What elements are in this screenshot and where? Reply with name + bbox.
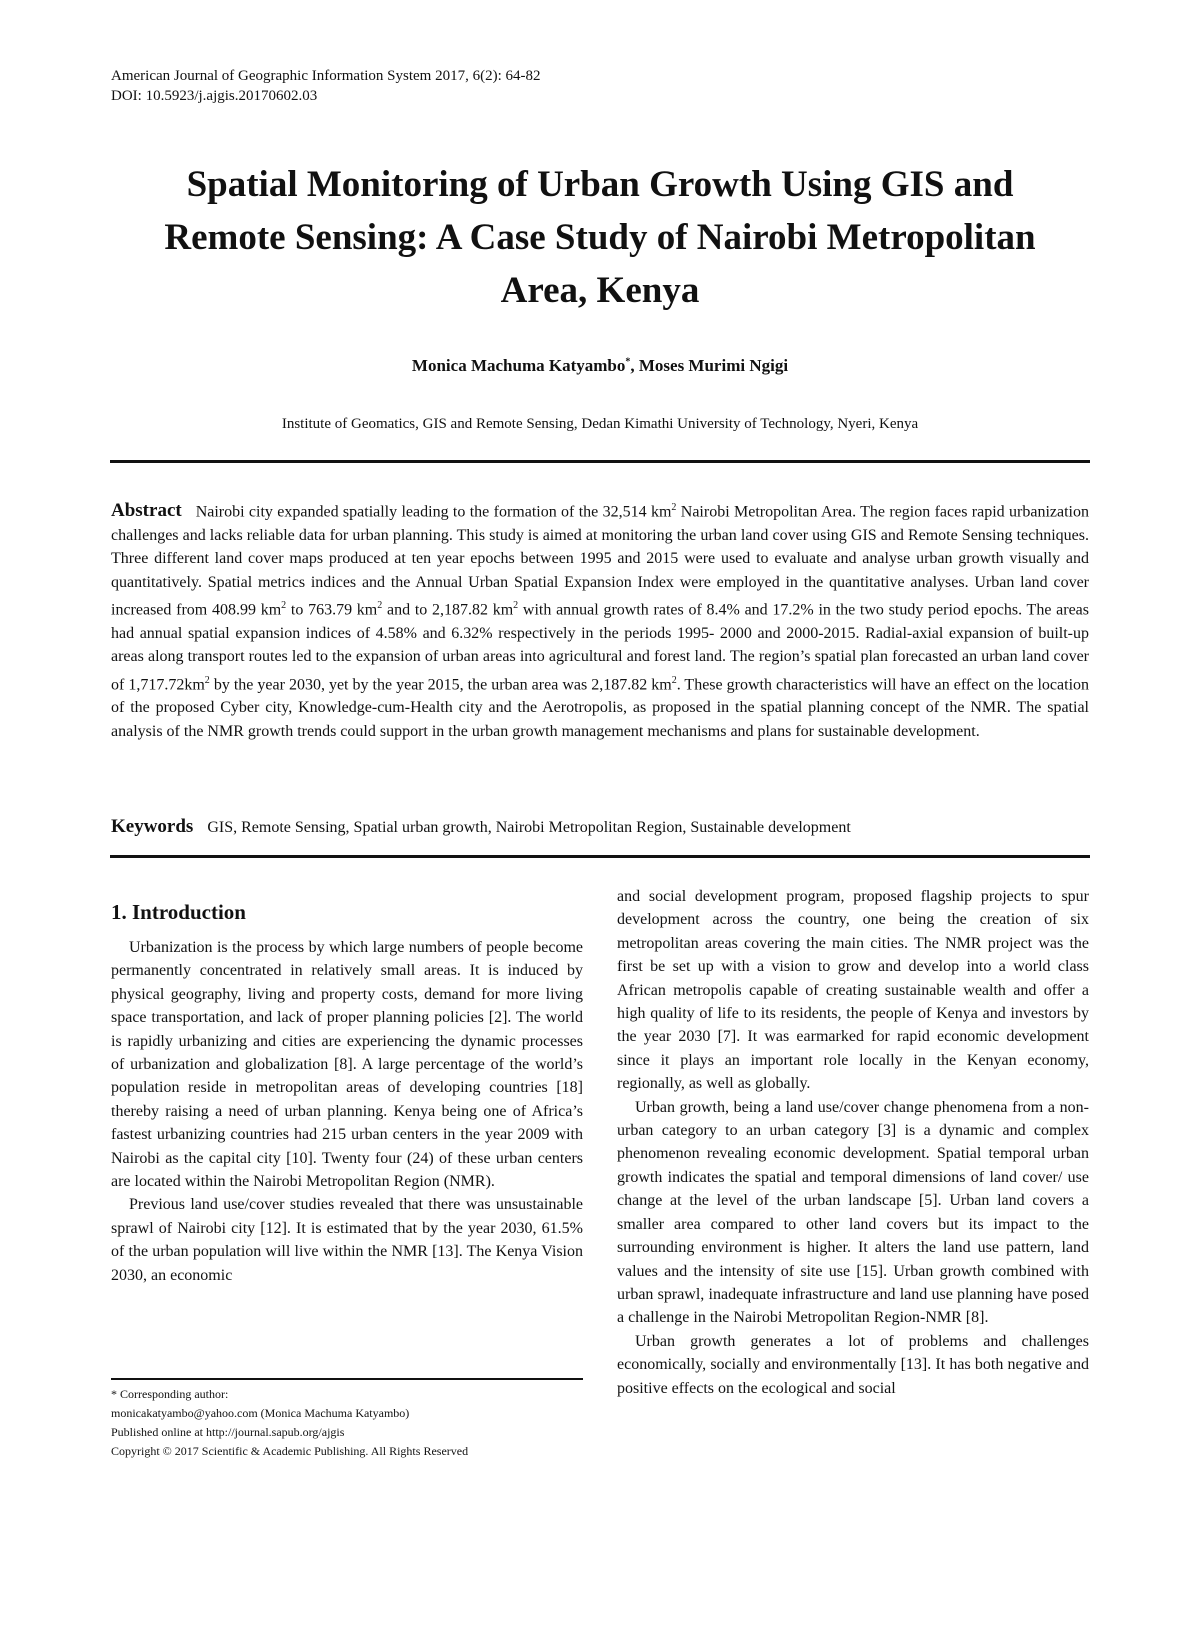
author-separator: , <box>630 356 639 375</box>
abstract-text-7: . These growth characteristics will have an effect on the location of the proposed Cyber city, Knowledge-cum-Health city and the Aerotropolis, as proposed in the spatial planning concept of the NMR. The spatial analysis of the NMR growth trends could support in the urban growth management mechanisms and plans for sustainable development. <box>111 675 1090 740</box>
paragraph: Urban growth generates a lot of problems and challenges economically, socially and environmentally [13]. It has both negative and positive effects on the ecological and social <box>617 1332 1089 1397</box>
paragraph: Urban growth, being a land use/cover change phenomena from a non-urban category to an urban category [3] is a dynamic and complex phenomenon revealing economic development. Spatial temporal urban growth indicates the spatial and temporal dimensions of land cover/ use change at the level of the urban landscape [5]. Urban land covers a smaller area compared to other land covers but its impact to the surrounding environment is higher. It alters the land use pattern, land values and the intensity of site use [15]. Urban growth combined with urban sprawl, inadequate infrastructure and land use planning have posed a challenge in the Nairobi Metropolitan Region-NMR [8]. <box>617 1098 1089 1327</box>
abstract-label: Abstract <box>111 500 182 522</box>
copyright: Copyright © 2017 Scientific & Academic Publishing. All Rights Reserved <box>111 1444 469 1458</box>
paragraph: and social development program, proposed flagship projects to spur development across the country, one being the creation of six metropolitan areas covering the main cities. The NMR project was the first be set up with a vision to grow and develop into a world class African metropolis capable of creating sustainable wealth and offer a high quality of life to its residents, the people of Kenya and investors by the year 2030 [7]. It was earmarked for rapid economic development since it plays an important role locally in the Kenyan economy, regionally, as well as globally. <box>617 888 1089 1093</box>
footnote-line: * Corresponding author: <box>111 1387 229 1401</box>
doi: DOI: 10.5923/j.ajgis.20170602.03 <box>111 88 318 104</box>
footnote-divider <box>111 1378 583 1380</box>
abstract-text-4: and to 2,187.82 km <box>382 601 514 619</box>
author-2: Moses Murimi Ngigi <box>638 356 789 375</box>
abstract-text-1: Nairobi city expanded spatially leading to the formation of the 32,514 km <box>195 503 672 521</box>
paragraph: Urbanization is the process by which large numbers of people become permanently concentrated in relatively small areas. It is induced by physical geography, living and property costs, demand for more living space transportation, and lack of proper planning policies [2]. The world is rapidly urbanizing and cities are experiencing the dynamic processes of urbanization and globalization [8]. A large percentage of the world’s population reside in metropolitan areas of developing countries [18] thereby raising a need of urban planning. Kenya being one of Africa’s fastest urbanizing countries had 215 urban centers in the year 2009 with Nairobi as the capital city [10]. Twenty four (24) of these urban centers are located within the Nairobi Metropolitan Region (NMR). <box>111 939 583 1191</box>
section-heading: 1. Introduction <box>111 900 246 924</box>
title-line-1: Spatial Monitoring of Urban Growth Using GIS and <box>186 164 1014 205</box>
journal-header <box>111 66 540 106</box>
superscript: 2 <box>671 674 677 686</box>
abstract-text-6: by the year 2030, yet by the year 2015, the urban area was 2,187.82 km <box>209 675 672 693</box>
footnote-email: monicakatyambo@yahoo.com (Monica Machuma Katyambo) <box>111 1406 410 1420</box>
affiliation: Institute of Geomatics, GIS and Remote Sensing, Dedan Kimathi University of Technology, Nyeri, Kenya <box>281 416 919 432</box>
abstract <box>111 496 1089 743</box>
paragraph: Previous land use/cover studies revealed that there was unsustainable sprawl of Nairobi city [12]. It is estimated that by the year 2030, 61.5% of the urban population will live within the NMR [13]. The Kenya Vision 2030, an economic <box>111 1196 583 1284</box>
superscript: 2 <box>377 599 383 611</box>
abstract-text-3: to 763.79 km <box>286 601 378 619</box>
author-list <box>110 356 1090 376</box>
title-line-3: Area, Kenya <box>500 270 700 311</box>
keywords <box>111 816 851 838</box>
superscript: 2 <box>204 674 210 686</box>
corresponding-mark: * <box>625 356 631 368</box>
superscript: 2 <box>281 599 287 611</box>
abstract-text-2: Nairobi Metropolitan Area. The region faces rapid urbanization challenges and lacks reliable data for urban planning. This study is aimed at monitoring the urban land cover using GIS and Remote Sensing techniques. Three different land cover maps produced at ten year epochs between 1995 and 2015 were used to evaluate and analyse urban growth visually and quantitatively. Spatial metrics indices and the Annual Urban Spatial Expansion Index were employed in the quantitative analyses. Urban land cover increased from 408.99 km <box>111 503 1089 619</box>
superscript: 2 <box>513 599 519 611</box>
top-divider <box>110 460 1090 463</box>
journal-citation: American Journal of Geographic Information System 2017, 6(2): 64-82 <box>111 68 541 84</box>
keywords-label: Keywords <box>111 816 194 837</box>
footnote <box>111 1385 468 1461</box>
keywords-text: GIS, Remote Sensing, Spatial urban growth, Nairobi Metropolitan Region, Sustainable development <box>207 819 851 836</box>
title-line-2: Remote Sensing: A Case Study of Nairobi Metropolitan <box>164 217 1036 258</box>
bottom-divider <box>110 855 1090 858</box>
superscript: 2 <box>671 502 677 513</box>
footnote-line: Published online at http://journal.sapub.org/ajgis <box>111 1425 345 1439</box>
author-1: Monica Machuma Katyambo <box>411 356 626 375</box>
right-column <box>617 885 1089 1400</box>
abstract-text-5: with annual growth rates of 8.4% and 17.2% in the two study period epochs. The areas had annual spatial expansion indices of 4.58% and 6.32% respectively in the periods 1995- 2000 and 2000-2015. Radial-axial expansion of built-up areas along transport routes led to the expansion of urban areas into agricultural and forest land. The region’s spatial plan forecasted an urban land cover of 1,717.72km <box>111 601 1090 693</box>
left-column <box>111 936 583 1287</box>
paper-title <box>110 158 1090 317</box>
